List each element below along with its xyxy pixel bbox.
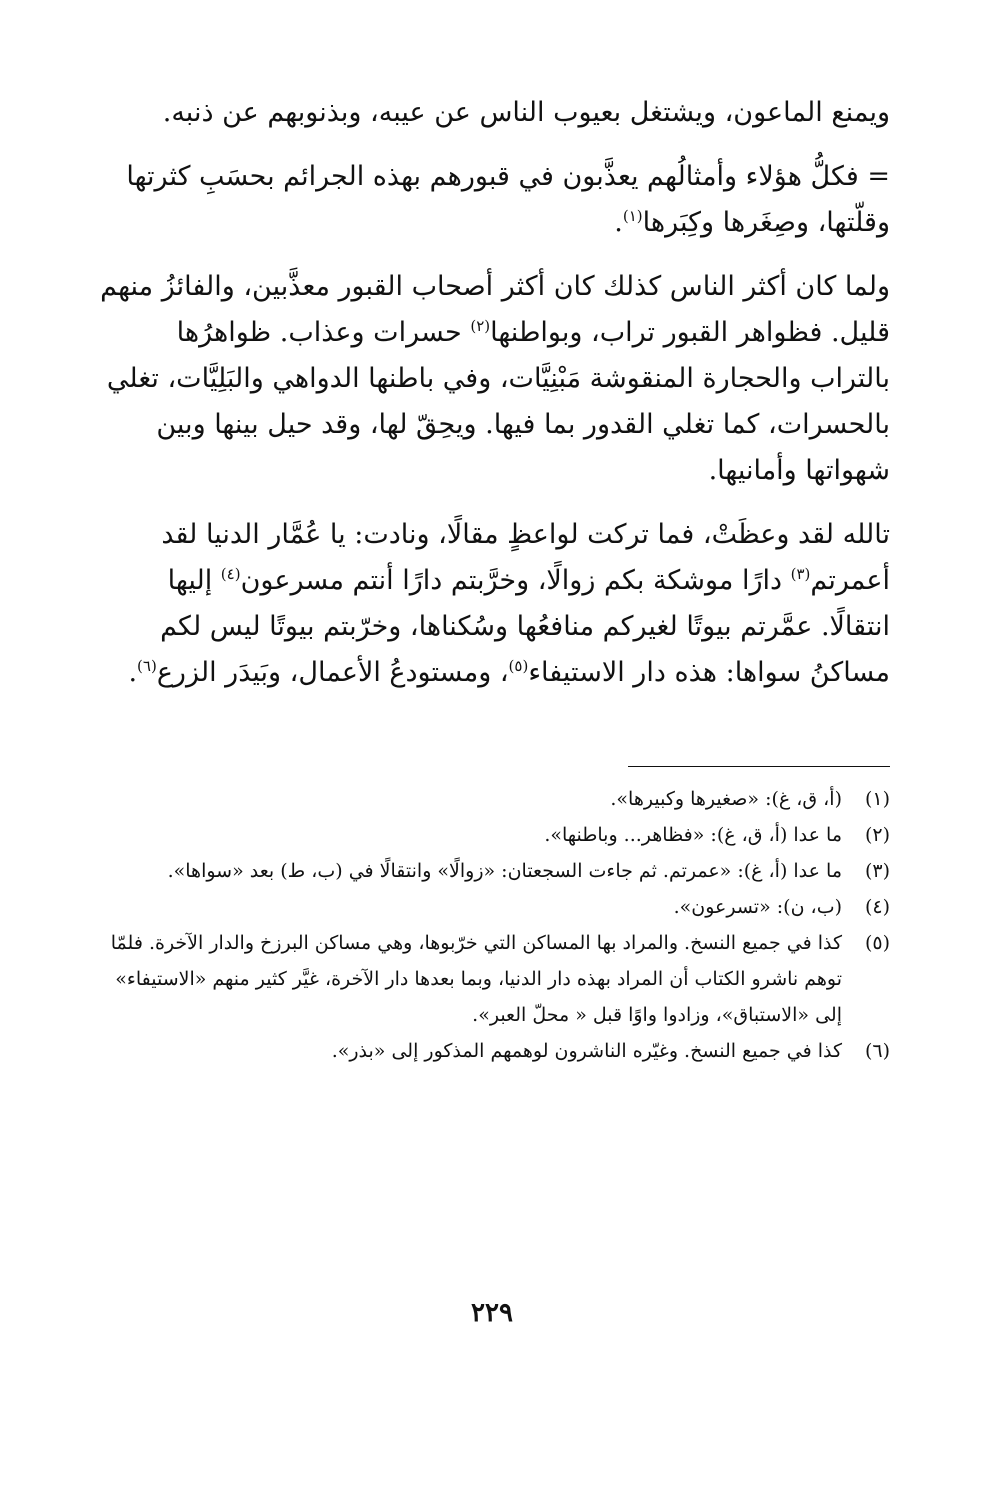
footnote-text: كذا في جميع النسخ. وغيّره الناشرون لوهمهم المذكور إلى «بذر». bbox=[331, 1040, 842, 1062]
page-content bbox=[100, 90, 890, 1069]
paragraph-4-text-d: ، ومستودعُ الأعمال، وبَيدَر الزرع bbox=[156, 657, 509, 688]
paragraph-2 bbox=[100, 154, 890, 246]
paragraph-2-end: . bbox=[614, 207, 623, 238]
paragraph-3-text-b: حسرات وعذاب. ظواهرُها بالتراب والحجارة المنقوشة مَبْنِيَّات، وفي باطنها الدواهي والبَلِيَّات، تغلي بالحسرات، كما تغلي القدور بما فيها. ويحِقّ لها، وقد حيل بينها وبين شهواتها وأمانيها. bbox=[106, 317, 890, 486]
footnote-number: (٦) bbox=[864, 1040, 890, 1062]
paragraph-4-text-a: تالله لقد وعظَتْ، فما تركت لواعظٍ مقالًا، ونادت: يا عُمَّار الدنيا لقد أعمرتم bbox=[161, 519, 890, 596]
footnote-divider bbox=[628, 766, 890, 767]
paragraph-3-text-a: ولما كان أكثر الناس كذلك كان أكثر أصحاب القبور معذَّبين، والفائزُ منهم قليل. فظواهر القبور تراب، وبواطنها bbox=[100, 271, 890, 348]
paragraph-1-text: ويمنع الماعون، ويشتغل بعيوب الناس عن عيبه، وبذنوبهم عن ذنبه. bbox=[162, 97, 890, 128]
footnote-ref-3: (٣) bbox=[790, 565, 811, 583]
footnote-number: (٣) bbox=[864, 860, 890, 882]
footnote-4 bbox=[100, 889, 890, 925]
footnote-text: (أ، ق، غ): «صغيرها وكبيرها». bbox=[610, 788, 842, 810]
paragraph-2-text: = فكلُّ هؤلاء وأمثالُهم يعذَّبون في قبورهم بهذه الجرائم بحسَبِ كثرتها وقلّتها، وصِغَرها وكِبَرها bbox=[126, 161, 890, 238]
footnote-number: (١) bbox=[864, 788, 890, 810]
page-number: ٢٢٩ bbox=[471, 1298, 513, 1328]
main-text bbox=[100, 90, 890, 696]
footnote-ref-1: (١) bbox=[622, 207, 643, 225]
footnote-number: (٢) bbox=[864, 824, 890, 846]
paragraph-4-text-b: دارًا موشكة بكم زوالًا، وخرَّبتم دارًا أنتم مسرعون bbox=[240, 565, 791, 596]
paragraph-1 bbox=[100, 90, 890, 136]
footnote-ref-2: (٢) bbox=[470, 317, 491, 335]
footnote-text: كذا في جميع النسخ. والمراد بها المساكن التي خرّبوها، وهي مساكن البرزخ والدار الآخرة. فلمّا توهم ناشرو الكتاب أن المراد بهذه دار الدنيا، وبما بعدها دار الآخرة، غيَّر كثير منهم «الاستيفاء» إلى «الاستباق»، وزادوا واوًا قبل « محلّ العبر». bbox=[110, 932, 842, 1026]
footnote-6 bbox=[100, 1033, 890, 1069]
paragraph-4 bbox=[100, 512, 890, 696]
footnote-ref-4: (٤) bbox=[220, 565, 241, 583]
footnote-number: (٤) bbox=[864, 896, 890, 918]
footnote-number: (٥) bbox=[864, 932, 890, 954]
paragraph-4-end: . bbox=[128, 657, 138, 688]
footnote-5 bbox=[100, 925, 890, 1033]
footnote-1 bbox=[100, 781, 890, 817]
footnote-3 bbox=[100, 853, 890, 889]
paragraph-4-text-c: إليها انتقالًا. عمَّرتم بيوتًا لغيركم منافعُها وسُكناها، وخرّبتم بيوتًا ليس لكم مساكنُ سواها: هذه دار الاستيفاء bbox=[160, 565, 890, 688]
footnote-ref-5: (٥) bbox=[508, 657, 529, 675]
footnote-text: (ب، ن): «تسرعون». bbox=[673, 896, 842, 918]
footnote-text: ما عدا (أ، ق، غ): «فظاهر... وباطنها». bbox=[544, 824, 842, 846]
footnote-ref-6: (٦) bbox=[137, 657, 157, 675]
footnote-text: ما عدا (أ، غ): «عمرتم. ثم جاءت السجعتان: «زوالًا» وانتقالًا في (ب، ط) بعد «سواها». bbox=[167, 860, 842, 882]
paragraph-3 bbox=[100, 264, 890, 494]
footnotes bbox=[100, 781, 890, 1069]
footnote-2 bbox=[100, 817, 890, 853]
